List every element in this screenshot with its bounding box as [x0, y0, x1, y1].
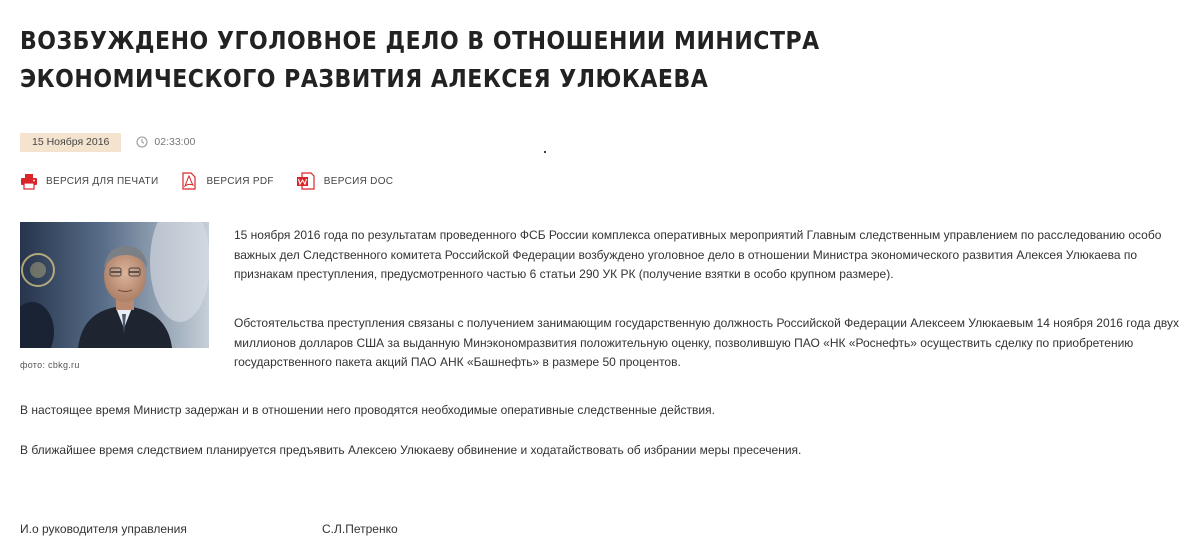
pdf-version-label: ВЕРСИЯ PDF	[206, 175, 274, 187]
time-text: 02:33:00	[154, 136, 196, 148]
printer-icon	[20, 173, 38, 190]
signature-name: С.Л.Петренко	[322, 522, 398, 536]
word-doc-icon	[296, 172, 316, 190]
article-photo	[20, 222, 209, 348]
pdf-version-link[interactable]	[180, 172, 273, 190]
signature-role: И.о руководителя управления	[20, 522, 187, 536]
article-paragraph-1: 15 ноября 2016 года по результатам проведенного ФСБ России комплекса оперативных мероприятий Главным следственным управлением по расследованию особо важных дел Следственного комитета Российской Федерации возбуждено уголовное дело в отношении Министра экономического развития Алексея Улюкаева по признакам преступления, предусмотренного частью 6 статьи 290 УК РК (получение взятки в особо крупном размере).	[234, 228, 1162, 281]
version-links	[20, 172, 415, 190]
doc-version-label: ВЕРСИЯ DOC	[323, 175, 394, 187]
article-photo-image	[20, 222, 209, 348]
doc-version-link[interactable]	[296, 172, 394, 190]
date-badge: 15 Ноября 2016	[20, 133, 121, 152]
article-paragraph-4: В ближайшее время следствием планируется предъявить Алексею Улюкаеву обвинение и ходатайствовать об избрании меры пресечения.	[20, 443, 802, 457]
stray-dot	[544, 151, 546, 153]
article-paragraph-3: В настоящее время Министр задержан и в отношении него проводятся необходимые оперативные следственные действия.	[20, 403, 715, 417]
article-meta	[20, 132, 195, 152]
pdf-icon	[180, 172, 198, 190]
print-version-link[interactable]	[20, 173, 158, 190]
photo-caption: фото: cbkg.ru	[20, 360, 80, 370]
article-time	[136, 136, 195, 148]
article-title: ВОЗБУЖДЕНО УГОЛОВНОЕ ДЕЛО В ОТНОШЕНИИ МИНИСТРА ЭКОНОМИЧЕСКОГО РАЗВИТИЯ АЛЕКСЕЯ УЛЮКАЕВА	[20, 26, 820, 93]
clock-icon	[136, 136, 148, 148]
article-paragraph-2: Обстоятельства преступления связаны с получением занимающим государственную должность Российской Федерации Алексеем Улюкаевым 14 ноября 2016 года двух миллионов долларов США за выданную Минэкономразвития положительную оценку, позволившую ПАО «НК «Роснефть» осуществить сделку по приобретению государственного пакета акций ПАО АНК «Башнефть» в размере 50 процентов.	[234, 316, 1179, 369]
print-version-label: ВЕРСИЯ ДЛЯ ПЕЧАТИ	[46, 175, 159, 187]
